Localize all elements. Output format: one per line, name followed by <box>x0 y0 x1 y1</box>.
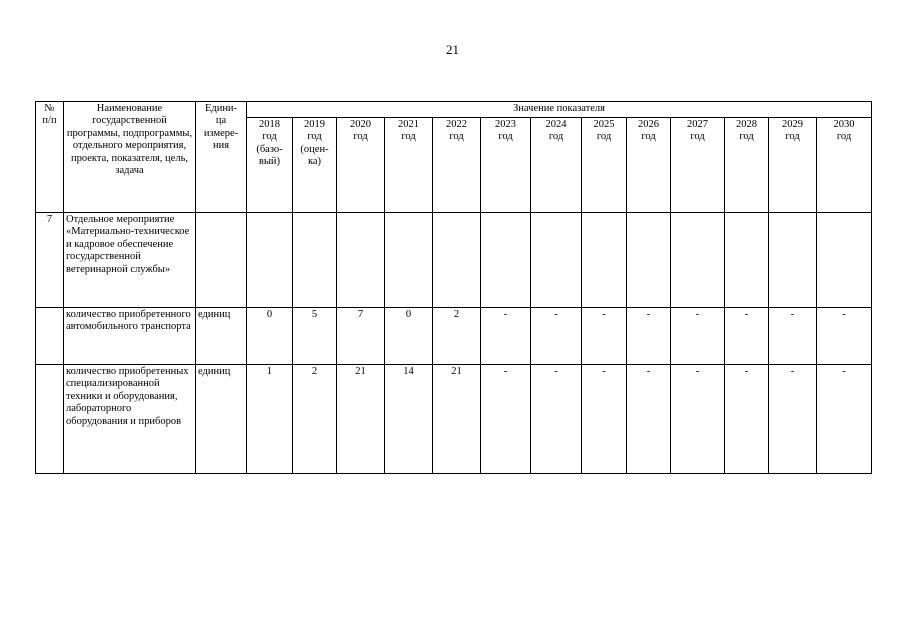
value-cell: - <box>531 365 582 474</box>
table-row <box>36 365 872 474</box>
table-row <box>36 308 872 365</box>
value-cell: - <box>582 365 627 474</box>
row-name: Отдельное мероприятие «Материально-техническое и кадровое обеспечение государственной ветеринарной службы» <box>64 213 196 308</box>
row-name: количество приобретенного автомобильного транспорта <box>64 308 196 365</box>
value-cell: - <box>817 365 872 474</box>
value-cell <box>481 213 531 308</box>
row-num <box>36 308 64 365</box>
value-cell: - <box>531 308 582 365</box>
value-cell: 14 <box>385 365 433 474</box>
value-cell: 21 <box>337 365 385 474</box>
row-num <box>36 365 64 474</box>
value-cell <box>627 213 671 308</box>
row-name: количество приобретенных специализированной техники и оборудования, лабораторного оборудования и приборов <box>64 365 196 474</box>
value-cell: - <box>769 308 817 365</box>
year-header: 2021 год <box>385 118 433 213</box>
value-cell <box>293 213 337 308</box>
value-cell: 1 <box>247 365 293 474</box>
year-header: 2020 год <box>337 118 385 213</box>
value-cell: - <box>725 365 769 474</box>
row-unit: единиц <box>196 365 247 474</box>
year-header: 2018 год (базо- вый) <box>247 118 293 213</box>
year-header: 2022 год <box>433 118 481 213</box>
year-header: 2029 год <box>769 118 817 213</box>
page-number: 21 <box>446 42 459 57</box>
header-value-group: Значение показателя <box>247 102 872 118</box>
value-cell: - <box>627 308 671 365</box>
value-cell: 0 <box>247 308 293 365</box>
row-unit <box>196 213 247 308</box>
value-cell: - <box>627 365 671 474</box>
value-cell: - <box>481 308 531 365</box>
year-header: 2028 год <box>725 118 769 213</box>
value-cell: - <box>671 308 725 365</box>
value-cell: 5 <box>293 308 337 365</box>
row-num: 7 <box>36 213 64 308</box>
value-cell: 2 <box>293 365 337 474</box>
value-cell: 0 <box>385 308 433 365</box>
year-header: 2025 год <box>582 118 627 213</box>
header-num: № п/п <box>36 102 64 213</box>
value-cell <box>671 213 725 308</box>
value-cell: - <box>582 308 627 365</box>
year-header: 2023 год <box>481 118 531 213</box>
value-cell <box>725 213 769 308</box>
table-row <box>36 213 872 308</box>
indicator-table <box>35 101 872 474</box>
value-cell <box>247 213 293 308</box>
year-header: 2019 год (оцен- ка) <box>293 118 337 213</box>
value-cell <box>433 213 481 308</box>
value-cell <box>385 213 433 308</box>
value-cell: 2 <box>433 308 481 365</box>
year-header: 2026 год <box>627 118 671 213</box>
value-cell: 21 <box>433 365 481 474</box>
value-cell <box>817 213 872 308</box>
value-cell: - <box>769 365 817 474</box>
value-cell: - <box>671 365 725 474</box>
header-unit: Едини- ца измере- ния <box>196 102 247 213</box>
value-cell: - <box>481 365 531 474</box>
value-cell: - <box>725 308 769 365</box>
value-cell <box>769 213 817 308</box>
value-cell <box>337 213 385 308</box>
header-name: Наименование государственной программы, подпрограммы, отдельного мероприятия, проекта, показателя, цель, задача <box>64 102 196 213</box>
year-header: 2024 год <box>531 118 582 213</box>
value-cell: - <box>817 308 872 365</box>
year-header: 2027 год <box>671 118 725 213</box>
value-cell: 7 <box>337 308 385 365</box>
value-cell <box>582 213 627 308</box>
value-cell <box>531 213 582 308</box>
row-unit: единиц <box>196 308 247 365</box>
year-header: 2030 год <box>817 118 872 213</box>
